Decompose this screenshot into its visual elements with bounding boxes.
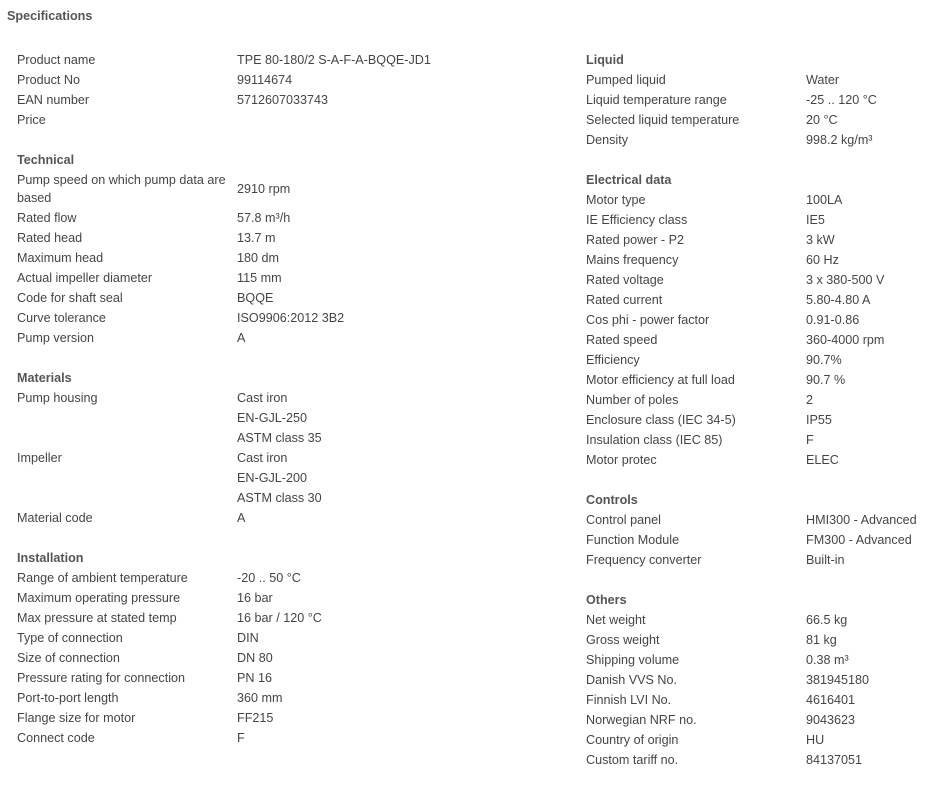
spec-row-enclosure-class	[586, 410, 939, 430]
spec-value	[237, 388, 322, 448]
spec-row-rated-head	[17, 228, 577, 248]
spec-value: 2	[806, 393, 814, 407]
spec-value: FF215	[237, 711, 274, 725]
spec-label: Density	[586, 133, 628, 147]
spec-label: Gross weight	[586, 633, 660, 647]
spec-value: 90.7 %	[806, 373, 846, 387]
spec-value: 66.5 kg	[806, 613, 848, 627]
spec-value: IE5	[806, 213, 825, 227]
spec-label: Control panel	[586, 513, 661, 527]
spec-row-product-name	[17, 50, 577, 70]
right-column	[586, 50, 939, 790]
spec-label: Price	[17, 113, 46, 127]
spec-label: Insulation class (IEC 85)	[586, 433, 723, 447]
spec-label: Rated speed	[586, 333, 658, 347]
spec-label: Rated current	[586, 293, 663, 307]
spec-value: Built-in	[806, 553, 845, 567]
spec-value: 2910 rpm	[237, 182, 291, 196]
spec-value: BQQE	[237, 291, 274, 305]
spec-label: Actual impeller diameter	[17, 271, 153, 285]
spec-value: F	[237, 731, 245, 745]
spec-row-norwegian-nrf	[586, 710, 939, 730]
spec-label: IE Efficiency class	[586, 213, 688, 227]
section-title-others: Others	[586, 593, 627, 607]
spec-row-size-of-connection	[17, 648, 577, 668]
spec-row-frequency-converter	[586, 550, 939, 570]
spec-row-danish-vvs	[586, 670, 939, 690]
spec-row-motor-type	[586, 190, 939, 210]
section-title-controls: Controls	[586, 493, 638, 507]
spec-label: Pump version	[17, 331, 94, 345]
spec-label: Norwegian NRF no.	[586, 713, 697, 727]
spec-label: Connect code	[17, 731, 95, 745]
spec-label: Motor type	[586, 193, 646, 207]
spec-label: Maximum head	[17, 251, 104, 265]
spec-row-number-of-poles	[586, 390, 939, 410]
spec-value: 100LA	[806, 193, 843, 207]
spec-label: Cos phi - power factor	[586, 313, 710, 327]
spec-row-price	[17, 110, 577, 130]
spec-value: IP55	[806, 413, 832, 427]
spec-row-max-pressure-stated-temp	[17, 608, 577, 628]
spec-row-pressure-rating	[17, 668, 577, 688]
spec-value: FM300 - Advanced	[806, 533, 912, 547]
spec-value: 360-4000 rpm	[806, 333, 885, 347]
spec-label: Impeller	[17, 451, 62, 465]
spec-row-impeller	[17, 448, 577, 508]
installation-section	[17, 548, 577, 748]
section-title-technical: Technical	[17, 153, 75, 167]
spec-row-flange-size	[17, 708, 577, 728]
spec-row-rated-voltage	[586, 270, 939, 290]
spec-label: Size of connection	[17, 651, 120, 665]
spec-value: -20 .. 50 °C	[237, 571, 301, 585]
spec-row-ie-efficiency-class	[586, 210, 939, 230]
spec-value: 84137051	[806, 753, 863, 767]
spec-value: Water	[806, 73, 840, 87]
spec-row-control-panel	[586, 510, 939, 530]
spec-value: PN 16	[237, 671, 273, 685]
spec-label: Product name	[17, 53, 96, 67]
spec-label: Function Module	[586, 533, 680, 547]
spec-label: Pump housing	[17, 391, 98, 405]
spec-label: Net weight	[586, 613, 646, 627]
page-title: Specifications	[7, 9, 93, 23]
spec-value: DN 80	[237, 651, 273, 665]
spec-row-finnish-lvi	[586, 690, 939, 710]
technical-section	[17, 150, 577, 348]
spec-row-efficiency	[586, 350, 939, 370]
spec-value: 115 mm	[237, 271, 282, 285]
spec-value: 16 bar	[237, 591, 273, 605]
spec-label: Motor protec	[586, 453, 657, 467]
spec-label: Type of connection	[17, 631, 123, 645]
spec-value: 4616401	[806, 693, 856, 707]
spec-label: Efficiency	[586, 353, 640, 367]
spec-value: 13.7 m	[237, 231, 276, 245]
section-title-electrical: Electrical data	[586, 173, 672, 187]
spec-label: Rated voltage	[586, 273, 664, 287]
spec-row-connect-code	[17, 728, 577, 748]
section-title-materials: Materials	[17, 371, 72, 385]
electrical-section	[586, 170, 939, 470]
spec-row-shipping-volume	[586, 650, 939, 670]
controls-section	[586, 490, 939, 570]
spec-row-ean-number	[17, 90, 577, 110]
spec-row-pumped-liquid	[586, 70, 939, 90]
spec-row-maximum-head	[17, 248, 577, 268]
spec-row-motor-protec	[586, 450, 939, 470]
spec-value: 57.8 m³/h	[237, 211, 291, 225]
spec-row-product-no	[17, 70, 577, 90]
spec-value: 0.91-0.86	[806, 313, 860, 327]
spec-value: 5.80-4.80 A	[806, 293, 871, 307]
spec-row-port-to-port	[17, 688, 577, 708]
spec-label: Motor efficiency at full load	[586, 373, 735, 387]
spec-label: Selected liquid temperature	[586, 113, 740, 127]
section-title-installation: Installation	[17, 551, 84, 565]
spec-label: Shipping volume	[586, 653, 680, 667]
spec-value-line: EN-GJL-250	[237, 411, 307, 425]
spec-label: Pressure rating for connection	[17, 671, 186, 685]
spec-value-line: EN-GJL-200	[237, 471, 307, 485]
spec-value: 81 kg	[806, 633, 837, 647]
spec-row-cos-phi	[586, 310, 939, 330]
general-section	[17, 50, 577, 130]
spec-row-shaft-seal	[17, 288, 577, 308]
spec-label: Frequency converter	[586, 553, 702, 567]
spec-label: Finnish LVI No.	[586, 693, 672, 707]
spec-label: Rated head	[17, 231, 83, 245]
spec-label: Code for shaft seal	[17, 291, 123, 305]
liquid-section	[586, 50, 939, 150]
spec-row-rated-flow	[17, 208, 577, 228]
spec-value: A	[237, 331, 246, 345]
spec-row-density	[586, 130, 939, 150]
spec-label: Port-to-port length	[17, 691, 119, 705]
section-title-liquid: Liquid	[586, 53, 624, 67]
spec-label: Number of poles	[586, 393, 679, 407]
spec-value: HMI300 - Advanced	[806, 513, 917, 527]
spec-row-max-operating-pressure	[17, 588, 577, 608]
spec-row-curve-tolerance	[17, 308, 577, 328]
spec-value: HU	[806, 733, 825, 747]
spec-value-line: ASTM class 35	[237, 431, 322, 445]
spec-label: EAN number	[17, 93, 90, 107]
spec-value-line: Cast iron	[237, 391, 288, 405]
spec-row-gross-weight	[586, 630, 939, 650]
spec-value: 60 Hz	[806, 253, 839, 267]
spec-row-insulation-class	[586, 430, 939, 450]
spec-value: 180 dm	[237, 251, 280, 265]
spec-row-rated-current	[586, 290, 939, 310]
spec-value-line: Cast iron	[237, 451, 288, 465]
spec-label: Custom tariff no.	[586, 753, 679, 767]
spec-row-country-of-origin	[586, 730, 939, 750]
spec-row-ambient-temperature	[17, 568, 577, 588]
spec-value: ELEC	[806, 453, 839, 467]
spec-value: ISO9906:2012 3B2	[237, 311, 345, 325]
spec-value: 99114674	[237, 73, 293, 87]
spec-label: Curve tolerance	[17, 311, 106, 325]
spec-row-material-code	[17, 508, 577, 528]
spec-label: Flange size for motor	[17, 711, 136, 725]
spec-label: Danish VVS No.	[586, 673, 677, 687]
left-column	[17, 50, 577, 768]
spec-value: DIN	[237, 631, 259, 645]
spec-value: TPE 80-180/2 S-A-F-A-BQQE-JD1	[237, 53, 431, 67]
spec-value: 3 kW	[806, 233, 835, 247]
spec-value: F	[806, 433, 814, 447]
spec-label: Material code	[17, 511, 93, 525]
spec-label: Pumped liquid	[586, 73, 666, 87]
spec-value: A	[237, 511, 246, 525]
spec-value: 998.2 kg/m³	[806, 133, 873, 147]
spec-row-motor-efficiency-full-load	[586, 370, 939, 390]
spec-value: -25 .. 120 °C	[806, 93, 877, 107]
spec-row-function-module	[586, 530, 939, 550]
spec-value: 16 bar / 120 °C	[237, 611, 322, 625]
spec-label: Max pressure at stated temp	[17, 611, 177, 625]
spec-label: Country of origin	[586, 733, 679, 747]
spec-row-net-weight	[586, 610, 939, 630]
spec-row-impeller-diameter	[17, 268, 577, 288]
spec-value-line: ASTM class 30	[237, 491, 322, 505]
spec-label: Product No	[17, 73, 80, 87]
spec-row-rated-power	[586, 230, 939, 250]
spec-value: 20 °C	[806, 113, 838, 127]
spec-label: Liquid temperature range	[586, 93, 727, 107]
spec-row-custom-tariff	[586, 750, 939, 770]
spec-label: Rated flow	[17, 211, 77, 225]
spec-label: Maximum operating pressure	[17, 591, 181, 605]
materials-section	[17, 368, 577, 528]
spec-row-liquid-temp-range	[586, 90, 939, 110]
spec-label: Range of ambient temperature	[17, 571, 188, 585]
spec-row-type-of-connection	[17, 628, 577, 648]
spec-value: 5712607033743	[237, 93, 329, 107]
spec-value: 3 x 380-500 V	[806, 273, 885, 287]
spec-row-pump-housing	[17, 388, 577, 448]
spec-value	[237, 448, 322, 508]
spec-label: Enclosure class (IEC 34-5)	[586, 413, 736, 427]
spec-value: 9043623	[806, 713, 856, 727]
spec-value: 0.38 m³	[806, 653, 849, 667]
spec-label: Mains frequency	[586, 253, 679, 267]
others-section	[586, 590, 939, 770]
spec-row-pump-speed	[17, 170, 577, 208]
spec-row-selected-liquid-temp	[586, 110, 939, 130]
spec-row-rated-speed	[586, 330, 939, 350]
spec-value: 381945180	[806, 673, 870, 687]
spec-value: 360 mm	[237, 691, 283, 705]
spec-row-pump-version	[17, 328, 577, 348]
spec-label: Rated power - P2	[586, 233, 685, 247]
spec-value: 90.7%	[806, 353, 842, 367]
spec-row-mains-frequency	[586, 250, 939, 270]
spec-label: Pump speed on which pump data are based	[17, 173, 226, 205]
